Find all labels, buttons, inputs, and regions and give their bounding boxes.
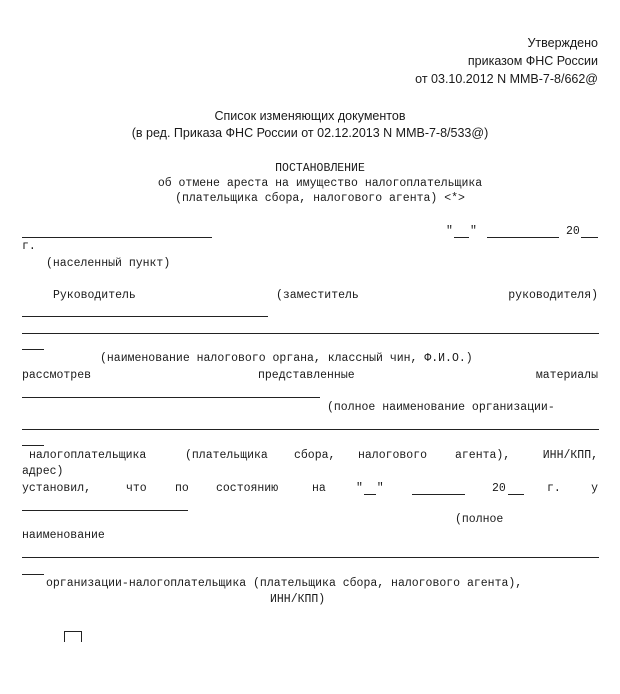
org-line[interactable] [22,429,599,430]
document-subtitle-2: (плательщика сбора, налогового агента) <*> [175,192,465,205]
established-year-line[interactable] [508,494,524,495]
amend-reference: (в ред. Приказа ФНС России от 02.12.2013 N ММВ-7-8/533@) [131,126,489,140]
established-word-3: по [175,482,189,495]
head-word-2: (заместитель [276,289,359,302]
taxpayer-word-6: ИНН/КПП, [542,449,598,462]
established-word-2: что [126,482,147,495]
document-title: ПОСТАНОВЛЕНИЕ [275,162,365,175]
established-word-u: у [591,482,598,495]
materials-line[interactable] [22,397,320,398]
established-g: г. [547,482,561,495]
established-date-quotes: " " [356,482,384,495]
established-word-1: установил, [22,482,92,495]
established-word-4: состоянию [216,482,279,495]
address-label: адрес) [22,465,64,478]
established-word-5: на [312,482,326,495]
reviewed-word-3: материалы [535,369,598,382]
organ-label: (наименование налогового органа, классный чин, Ф.И.О.) [100,352,473,365]
org-taxpayer-line-end[interactable] [22,574,44,575]
approval-line-2: приказом ФНС России [467,54,598,68]
date-day-line[interactable] [454,237,469,238]
date-month-line[interactable] [487,237,559,238]
org-taxpayer-label: организации-налогоплательщика (плательщика сбора, налогового агента), [46,577,523,590]
taxpayer-word-4: налогового [358,449,428,462]
approval-line-3: от 03.10.2012 N ММВ-7-8/662@ [415,72,598,86]
taxpayer-word-1: налогоплательщика [29,449,147,462]
head-word-1: Руководитель [53,289,136,302]
date-year-line[interactable] [581,237,598,238]
head-name-line[interactable] [22,316,268,317]
organ-line[interactable] [22,333,599,334]
place-label: (населенный пункт) [46,257,171,270]
naming-label: наименование [22,529,105,542]
established-month-line[interactable] [412,494,465,495]
amend-title: Список изменяющих документов [214,109,406,123]
organ-line-end[interactable] [22,349,44,350]
inn-kpp-label: ИНН/КПП) [270,593,326,606]
taxpayer-word-5: агента), [455,449,511,462]
document-subtitle: об отмене ареста на имущество налогоплательщика [157,177,483,190]
taxpayer-word-3: сбора, [294,449,336,462]
full-label: (полное [455,513,504,526]
established-name-line[interactable] [22,510,188,511]
reviewed-word-1: рассмотрев [22,369,92,382]
taxpayer-word-2: (плательщика [185,449,268,462]
head-word-3: руководителя) [508,289,598,302]
established-day-line[interactable] [364,494,376,495]
date-quote-open: " [446,225,453,238]
org-taxpayer-line[interactable] [22,557,599,558]
place-field-line[interactable] [22,237,212,238]
date-quote-close: " [470,225,477,238]
date-year-prefix: 20 [566,225,580,238]
org-line-end[interactable] [22,445,44,446]
reviewed-word-2: представленные [258,369,355,382]
established-year-prefix: 20 [492,482,506,495]
approval-line-1: Утверждено [527,36,598,50]
org-full-label: (полное наименование организации- [327,401,555,414]
checkbox[interactable] [64,631,82,642]
city-g-label: г. [22,240,36,253]
